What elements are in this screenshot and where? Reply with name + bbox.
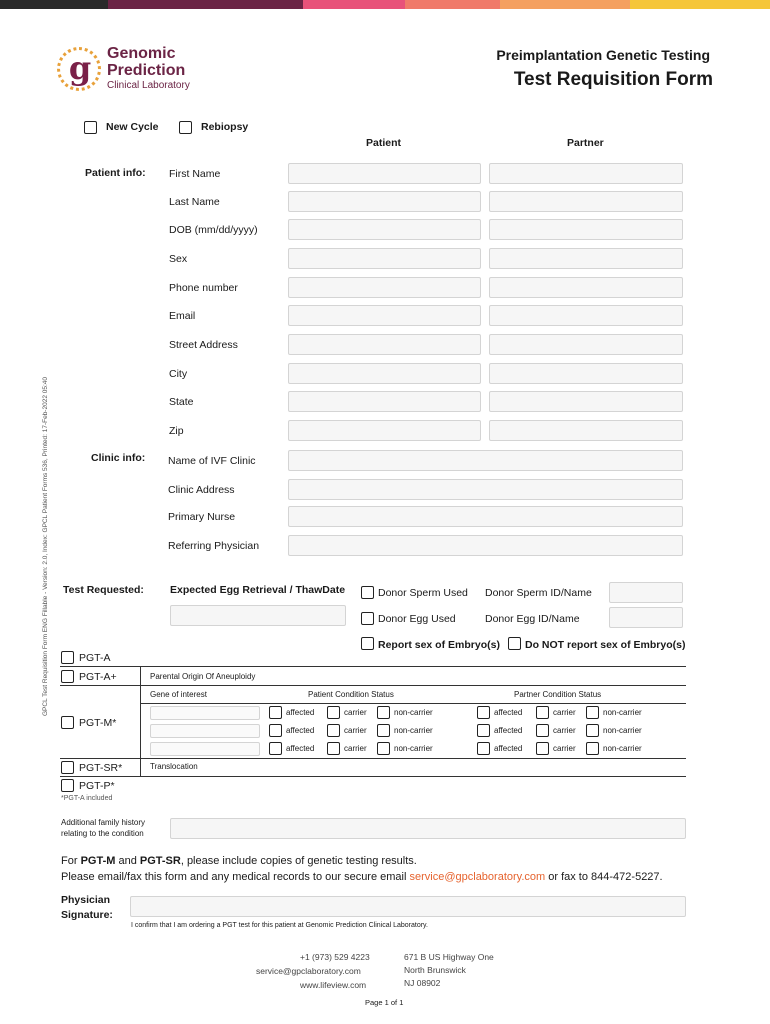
form-title: Test Requisition Form xyxy=(513,69,713,90)
new-cycle-checkbox[interactable] xyxy=(84,121,97,134)
affected-label: affected xyxy=(494,708,523,717)
rebiopsy-label: Rebiopsy xyxy=(201,121,249,133)
pgt-sr-label: PGT-SR* xyxy=(79,762,123,774)
patient-field-label: Last Name xyxy=(169,196,220,208)
patient-field-label: State xyxy=(169,396,194,408)
partner-affected-checkbox[interactable] xyxy=(477,706,490,719)
partner-carrier-checkbox[interactable] xyxy=(536,742,549,755)
patient-carrier-checkbox[interactable] xyxy=(327,706,340,719)
partner-field-input[interactable] xyxy=(489,277,683,298)
footer-email[interactable]: service@gpclaboratory.com xyxy=(256,966,361,976)
partner-field-input[interactable] xyxy=(489,191,683,212)
gene-of-interest-input[interactable] xyxy=(150,742,260,756)
sidebar-print-info: GPCL Test Requisition Form ENG Fillable - Version: 2.0, Index: GPCL Patient Forms 536, Printed: 17-Feb-2022 05:40 xyxy=(42,376,49,716)
form-subtitle: Preimplantation Genetic Testing xyxy=(496,47,710,63)
patient-field-label: Phone number xyxy=(169,282,238,294)
non-carrier-label: non-carrier xyxy=(603,726,642,735)
footer-website[interactable]: www.lifeview.com xyxy=(300,980,367,990)
patient-column-header: Patient xyxy=(366,137,402,149)
patient-field-input[interactable] xyxy=(288,219,481,240)
egg-retrieval-date-input[interactable] xyxy=(170,605,346,626)
no-report-sex-label: Do NOT report sex of Embryo(s) xyxy=(525,639,686,651)
email-link[interactable]: service@gpclaboratory.com xyxy=(409,871,546,883)
clinic-field-label: Name of IVF Clinic xyxy=(168,455,256,467)
carrier-label: carrier xyxy=(344,708,367,717)
patient-field-input[interactable] xyxy=(288,420,481,441)
partner-column-header: Partner xyxy=(567,137,604,149)
carrier-label: carrier xyxy=(553,726,576,735)
partner-affected-checkbox[interactable] xyxy=(477,742,490,755)
footer-phone: +1 (973) 529 4223 xyxy=(300,952,370,962)
new-cycle-label: New Cycle xyxy=(106,121,159,133)
partner-status-header: Partner Condition Status xyxy=(514,690,602,699)
pgt-a-included-note: *PGT-A included xyxy=(61,795,113,802)
patient-field-input[interactable] xyxy=(288,163,481,184)
donor-egg-checkbox[interactable] xyxy=(361,612,374,625)
donor-sperm-checkbox[interactable] xyxy=(361,586,374,599)
footer-address-line2: North Brunswick xyxy=(404,965,466,975)
patient-field-label: City xyxy=(169,368,188,380)
patient-info-label: Patient info: xyxy=(85,167,146,179)
patient-carrier-checkbox[interactable] xyxy=(327,724,340,737)
partner-field-input[interactable] xyxy=(489,163,683,184)
patient-non-carrier-checkbox[interactable] xyxy=(377,724,390,737)
pgt-table-line xyxy=(60,685,686,686)
patient-field-input[interactable] xyxy=(288,191,481,212)
clinic-field-label: Referring Physician xyxy=(168,540,260,552)
top-color-bar xyxy=(0,0,770,9)
affected-label: affected xyxy=(286,726,315,735)
patient-status-header: Patient Condition Status xyxy=(308,690,394,699)
patient-field-label: Zip xyxy=(169,425,184,437)
patient-field-input[interactable] xyxy=(288,248,481,269)
family-history-input[interactable] xyxy=(170,818,686,839)
logo-name-line3: Clinical Laboratory xyxy=(107,80,190,91)
page-number: Page 1 of 1 xyxy=(365,998,404,1007)
non-carrier-label: non-carrier xyxy=(394,744,433,753)
partner-field-input[interactable] xyxy=(489,305,683,326)
partner-carrier-checkbox[interactable] xyxy=(536,724,549,737)
partner-non-carrier-checkbox[interactable] xyxy=(586,706,599,719)
clinic-field-input[interactable] xyxy=(288,479,683,500)
clinic-field-label: Clinic Address xyxy=(168,484,235,496)
affected-label: affected xyxy=(494,726,523,735)
patient-non-carrier-checkbox[interactable] xyxy=(377,742,390,755)
patient-field-label: First Name xyxy=(169,168,221,180)
parental-origin-label: Parental Origin Of Aneuploidy xyxy=(150,672,256,681)
affected-label: affected xyxy=(286,708,315,717)
affected-label: affected xyxy=(286,744,315,753)
partner-affected-checkbox[interactable] xyxy=(477,724,490,737)
patient-field-label: Street Address xyxy=(169,339,238,351)
pgt-table-line xyxy=(60,776,686,777)
partner-non-carrier-checkbox[interactable] xyxy=(586,724,599,737)
clinic-field-input[interactable] xyxy=(288,506,683,527)
partner-field-input[interactable] xyxy=(489,363,683,384)
footer-address-line1: 671 B US Highway One xyxy=(404,952,494,962)
carrier-label: carrier xyxy=(344,726,367,735)
donor-sperm-id-label: Donor Sperm ID/Name xyxy=(485,587,592,599)
patient-field-label: Sex xyxy=(169,253,188,265)
clinic-info-label: Clinic info: xyxy=(91,452,146,464)
partner-field-input[interactable] xyxy=(489,420,683,441)
logo-mark: g xyxy=(68,49,92,87)
patient-field-input[interactable] xyxy=(288,305,481,326)
patient-non-carrier-checkbox[interactable] xyxy=(377,706,390,719)
patient-field-input[interactable] xyxy=(288,277,481,298)
affected-label: affected xyxy=(494,744,523,753)
pgt-table-line xyxy=(140,703,686,704)
non-carrier-label: non-carrier xyxy=(394,708,433,717)
logo-name-line2: Prediction xyxy=(107,62,186,79)
non-carrier-label: non-carrier xyxy=(603,708,642,717)
family-history-label-line1: Additional family history xyxy=(61,818,146,827)
patient-field-input[interactable] xyxy=(288,363,481,384)
gene-of-interest-input[interactable] xyxy=(150,706,260,720)
patient-field-label: Email xyxy=(169,310,196,322)
signature-label-line2: Signature: xyxy=(61,909,113,921)
egg-retrieval-date-label: Expected Egg Retrieval / ThawDate xyxy=(170,584,346,596)
no-report-sex-checkbox[interactable] xyxy=(508,637,521,650)
donor-egg-id-label: Donor Egg ID/Name xyxy=(485,613,580,625)
patient-field-input[interactable] xyxy=(288,391,481,412)
gene-of-interest-header: Gene of interest xyxy=(150,690,207,699)
partner-non-carrier-checkbox[interactable] xyxy=(586,742,599,755)
patient-carrier-checkbox[interactable] xyxy=(327,742,340,755)
pgt-table-line xyxy=(60,666,686,667)
carrier-label: carrier xyxy=(344,744,367,753)
report-sex-label: Report sex of Embryo(s) xyxy=(378,639,500,651)
partner-field-input[interactable] xyxy=(489,334,683,355)
clinic-field-label: Primary Nurse xyxy=(168,511,236,523)
pgt-p-label: PGT-P* xyxy=(79,780,115,792)
logo-name-line1: Genomic xyxy=(107,45,176,62)
pgt-a-plus-label: PGT-A+ xyxy=(79,671,117,683)
pgt-a-checkbox[interactable] xyxy=(61,651,74,664)
partner-field-input[interactable] xyxy=(489,248,683,269)
footer-address-line3: NJ 08902 xyxy=(404,978,441,988)
patient-affected-checkbox[interactable] xyxy=(269,742,282,755)
pgt-sr-checkbox[interactable] xyxy=(61,761,74,774)
physician-signature-input[interactable] xyxy=(130,896,686,917)
family-history-label-line2: relating to the condition xyxy=(61,829,144,838)
pgt-table-line xyxy=(60,758,686,759)
donor-sperm-label: Donor Sperm Used xyxy=(378,587,468,599)
pgt-m-checkbox[interactable] xyxy=(61,716,74,729)
pgt-m-label: PGT-M* xyxy=(79,717,117,729)
clinic-field-input[interactable] xyxy=(288,450,683,471)
patient-affected-checkbox[interactable] xyxy=(269,724,282,737)
gene-of-interest-input[interactable] xyxy=(150,724,260,738)
report-sex-checkbox[interactable] xyxy=(361,637,374,650)
pgt-table-divider xyxy=(140,666,141,776)
donor-egg-id-input[interactable] xyxy=(609,607,683,628)
pgt-a-plus-checkbox[interactable] xyxy=(61,670,74,683)
carrier-label: carrier xyxy=(553,744,576,753)
signature-confirmation: I confirm that I am ordering a PGT test for this patient at Genomic Prediction Clinical Laboratory. xyxy=(131,922,428,929)
carrier-label: carrier xyxy=(553,708,576,717)
donor-sperm-id-input[interactable] xyxy=(609,582,683,603)
test-requested-label: Test Requested: xyxy=(63,584,144,596)
clinic-field-input[interactable] xyxy=(288,535,683,556)
notice-line1: For PGT-M and PGT-SR, please include copies of genetic testing results. xyxy=(61,855,417,867)
rebiopsy-checkbox[interactable] xyxy=(179,121,192,134)
partner-field-input[interactable] xyxy=(489,219,683,240)
pgt-a-label: PGT-A xyxy=(79,652,111,664)
partner-carrier-checkbox[interactable] xyxy=(536,706,549,719)
partner-field-input[interactable] xyxy=(489,391,683,412)
notice-line2: Please email/fax this form and any medical records to our secure email service@gpclaboratory.com or fax to 844-472-5227. xyxy=(61,871,663,883)
patient-affected-checkbox[interactable] xyxy=(269,706,282,719)
translocation-label: Translocation xyxy=(150,762,198,771)
pgt-p-checkbox[interactable] xyxy=(61,779,74,792)
non-carrier-label: non-carrier xyxy=(394,726,433,735)
patient-field-label: DOB (mm/dd/yyyy) xyxy=(169,224,258,236)
donor-egg-label: Donor Egg Used xyxy=(378,613,456,625)
non-carrier-label: non-carrier xyxy=(603,744,642,753)
signature-label-line1: Physician xyxy=(61,894,111,906)
patient-field-input[interactable] xyxy=(288,334,481,355)
